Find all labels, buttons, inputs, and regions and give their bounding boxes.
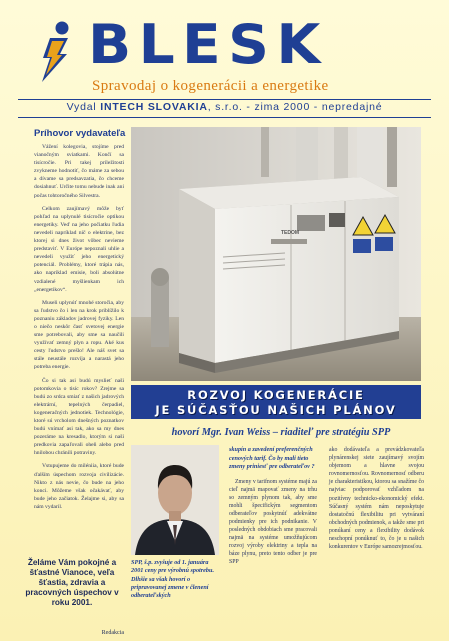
editorial-text: [34, 143, 124, 511]
portrait-caption: SPP, š.p. zvyšuje od 1. januára 2001 ceny pre výrobnú spotrebu. Dlhšie sa však hovorí o pripravovanej zmene v členení odberateľských: [131, 559, 215, 600]
publisher-company: INTECH SLOVAKIA: [100, 101, 208, 113]
interview-column-2: [229, 446, 317, 571]
divider: [18, 117, 431, 118]
interview-body: [329, 446, 424, 551]
interview-body: [229, 478, 317, 567]
editorial-column: [20, 124, 124, 516]
editorial-heading: Príhovor vydavateľa: [34, 128, 126, 139]
divider: [18, 99, 431, 100]
headline-line-2: JE SÚČASŤOU NAŠICH PLÁNOV: [155, 403, 397, 417]
interview-title: hovorí Mgr. Ivan Weiss – riaditeľ pre stratégiu SPP: [171, 427, 391, 438]
interview-lead-question: skupín a zavedení preferenčných cenových tarif. Čo by mali tieto zmeny priniesť pre odberateľov ?: [229, 446, 315, 470]
publisher-prefix: Vydal: [66, 101, 97, 113]
headline-line-1: ROZVOJ KOGENERÁCIE: [187, 388, 365, 402]
holiday-wish: Želáme Vám pokojné a šťastné Vianoce, veľa šťastia, zdravia a pracovných úspechov v roku 2001.: [25, 558, 119, 607]
editorial-paragraph: Vážení kolegovia, stojíme pred vianočným sviatkami. Končí sa tisícročie. Pri takej príležitosti zvykneme hodnotiť, čo máme za sebou a dívame sa predsavzatia, čo chceme dosiahnuť. Určite tomu nebude inak ani počas tohtoročného Silvestra.: [34, 144, 124, 199]
cogeneration-unit-photo: [131, 127, 421, 381]
interview-column-3: [329, 446, 424, 555]
editorial-signature: Redakcia: [101, 630, 124, 636]
headline-banner: [131, 385, 421, 419]
masthead-brand: BLESK: [88, 13, 328, 76]
publisher-line: [0, 101, 449, 113]
interview-paragraph: ako dodávateľa a prevádzkovateľa plynárenskej siete zaujímavý svojím objemom a hlavne svojou rovnomernosťou. Rovnomernosť odberu je charakteristikou, ktorou sa snažíme čo najviac podporovať vzhľadom na pozitívny technicko-ekonomický efekt. Súčasný systém nám neposkytuje dostatočnú flexibilitu pri vytváraní obchodných podmienok, a takže sme pri ponúkaní ceny a flexibility dodávok neschopní ponúknuť to, čo je u našich konkurentov v Európe samozrejmosťou.: [329, 447, 424, 551]
interviewee-portrait: [131, 445, 219, 555]
masthead-subtitle: Spravodaj o kogenerácii a energetike: [92, 78, 329, 94]
interview-paragraph: Zmeny v tarifnom systéme majú za cieľ najmä mapovať zmeny na trhu so zemným plynom tak, aby sme mohli špecifickým segmentom odberateľov poskytnúť adekvátne podmienky pre ich podnikanie. V posledných obdobiach sme pracovali najmä na systéme umožňujúcom rozvoj výroby elektriny a tepla na báze plynu, preto tento odber je pre SPP: [229, 478, 317, 566]
lightning-i-logo-icon: [34, 20, 74, 82]
publisher-suffix: , s.r.o. - zima 2000 - nepredajné: [207, 101, 383, 113]
equipment-brand-label: TEDOM: [281, 230, 300, 236]
editorial-paragraph: Čo si tak asi budú myslieť naši potomkovia o tisíc rokov? Zrejme sa budú zo srdca smiať z našich jadrových elektrární, tepelných čerpadiel, kogeneračných jednotiek. Technológie, ktoré sú vrcholom dnešných poznatkov budú vnímať asi tak, ako sa my dnes pozeráme na kresadlo, ktorým si naši predkovia zapaľovali oheň alebo pred hnilobou chránili potraviny.: [34, 377, 124, 457]
editorial-paragraph: Vstupujeme do miléniia, ktoré bude ďalším úspechom rozvoja civilizácie. Nikto z nás nevie, čo bude na jeho konci. Môžeme však očakávať, aby bude jeho začiatok. Želajme si, aby sa nám vydaril.: [34, 463, 124, 510]
editorial-paragraph: Museli uplynúť mnohé storočia, aby sa ľudstvo čo i len na krok priblížilo k poznaniu základov jadrovej fyziky. Len o niečo neskôr časť svetovej energie sme potrebovali, aby sme sa naučili využívať zemný plyn a ropu. Aké kus cesty ľudstvo prešlo! Ale náš svet sa stále neustále rozvíja a narastá jeho potreba energie.: [34, 299, 124, 371]
editorial-paragraph: Celkom zaujímavý môže byť pohľad na uplynulé tisícročie optikou energetiky. Veď na jeho počiatku ľudia nevedeli napríklad nič o elektrine, bez ktorej si dnes život vôbec nevieme predstaviť. V Európe nepoznali uhlie a nevedeli využiť jeho energetický potenciál. Problémy, ktoré trápia nás, ako napríklad emisie, boli absolútne vzdialené myšlienkam ich „energetikov“.: [34, 205, 124, 293]
